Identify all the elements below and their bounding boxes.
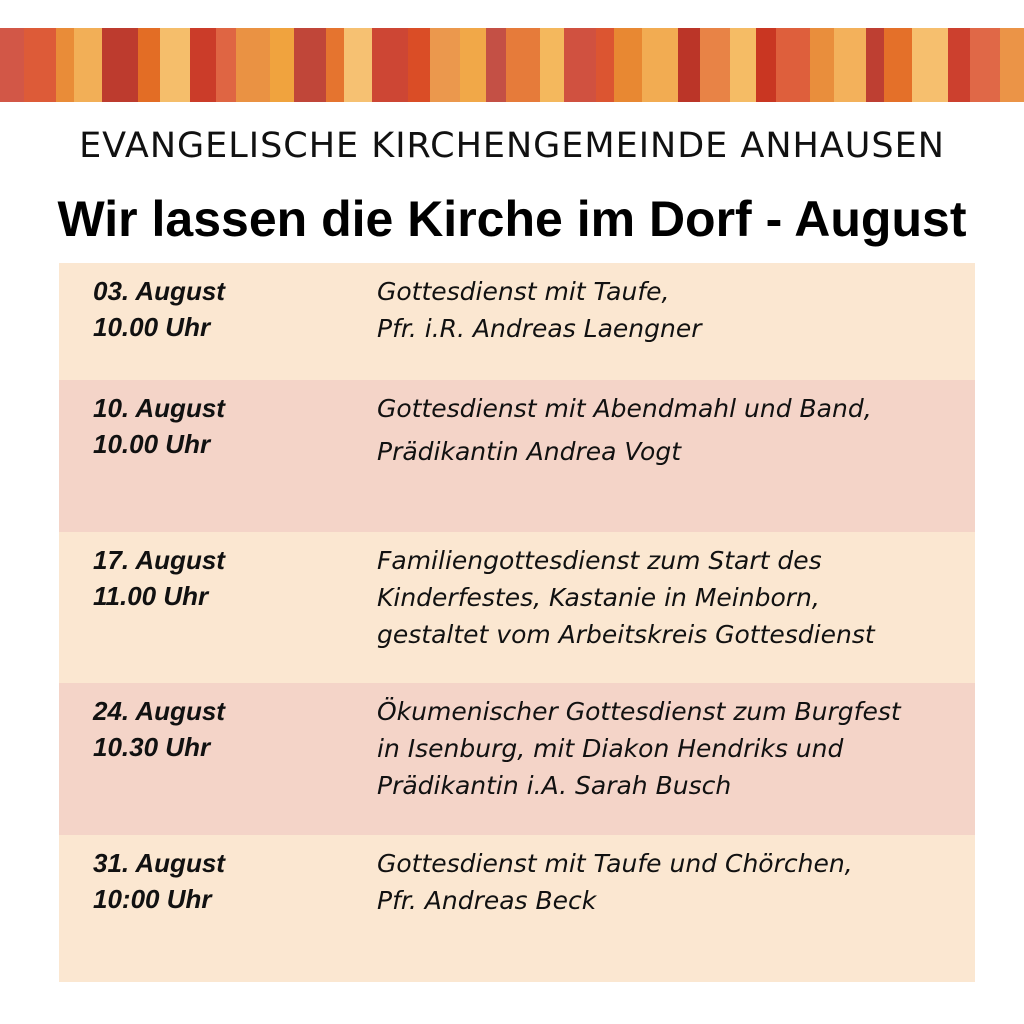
- stripe-segment: [344, 28, 372, 102]
- stripe-segment: [24, 28, 56, 102]
- event-description-line: Familiengottesdienst zum Start des: [377, 546, 822, 575]
- stripe-segment: [294, 28, 326, 102]
- event-date: 17. August: [93, 545, 225, 575]
- stripe-segment: [102, 28, 138, 102]
- page-title: Wir lassen die Kirche im Dorf - August: [57, 191, 967, 247]
- event-schedule: [59, 263, 975, 982]
- event-description-line: Ökumenischer Gottesdienst zum Burgfest: [377, 697, 901, 726]
- event-description: [377, 273, 971, 347]
- stripe-segment: [0, 28, 24, 102]
- stripe-segment: [948, 28, 970, 102]
- event-description-line: Gottesdienst mit Abendmahl und Band,: [377, 394, 872, 423]
- org-title: EVANGELISCHE KIRCHENGEMEINDE ANHAUSEN: [79, 126, 945, 166]
- stripe-segment: [506, 28, 540, 102]
- event-description: [377, 845, 971, 919]
- decorative-stripe-band: [0, 28, 1024, 102]
- event-row: [59, 683, 975, 835]
- stripe-segment: [564, 28, 596, 102]
- stripe-segment: [884, 28, 912, 102]
- stripe-segment: [74, 28, 102, 102]
- event-time: 10.00 Uhr: [93, 312, 211, 342]
- stripe-segment: [834, 28, 866, 102]
- event-description-line: Pfr. i.R. Andreas Laengner: [377, 314, 702, 343]
- stripe-segment: [190, 28, 216, 102]
- stripe-segment: [460, 28, 486, 102]
- event-row: [59, 835, 975, 982]
- stripe-segment: [56, 28, 74, 102]
- stripe-segment: [970, 28, 1000, 102]
- stripe-segment: [866, 28, 884, 102]
- stripe-segment: [776, 28, 810, 102]
- stripe-segment: [730, 28, 756, 102]
- event-date: 10. August: [93, 393, 225, 423]
- event-description-line: Prädikantin i.A. Sarah Busch: [377, 771, 732, 800]
- event-row: [59, 380, 975, 532]
- event-date-block: [93, 542, 225, 614]
- event-description-line: Kinderfestes, Kastanie in Meinborn,: [377, 583, 820, 612]
- event-time: 10:00 Uhr: [93, 884, 212, 914]
- event-time: 10.00 Uhr: [93, 429, 211, 459]
- stripe-segment: [614, 28, 642, 102]
- stripe-segment: [372, 28, 408, 102]
- event-description-line: Gottesdienst mit Taufe,: [377, 277, 670, 306]
- event-description: [377, 693, 971, 804]
- stripe-segment: [596, 28, 614, 102]
- event-description: [377, 390, 971, 470]
- stripe-segment: [756, 28, 776, 102]
- event-description-line: in Isenburg, mit Diakon Hendriks und: [377, 734, 844, 763]
- stripe-segment: [160, 28, 190, 102]
- event-date: 24. August: [93, 696, 225, 726]
- stripe-segment: [700, 28, 730, 102]
- stripe-segment: [430, 28, 460, 102]
- event-row: [59, 532, 975, 683]
- stripe-segment: [486, 28, 506, 102]
- stripe-segment: [138, 28, 160, 102]
- event-date-block: [93, 845, 225, 917]
- stripe-segment: [236, 28, 270, 102]
- stripe-segment: [216, 28, 236, 102]
- event-date-block: [93, 693, 225, 765]
- stripe-segment: [408, 28, 430, 102]
- event-date-block: [93, 273, 225, 345]
- event-date-block: [93, 390, 225, 462]
- stripe-segment: [540, 28, 564, 102]
- event-date: 31. August: [93, 848, 225, 878]
- stripe-segment: [912, 28, 948, 102]
- stripe-segment: [678, 28, 700, 102]
- event-date: 03. August: [93, 276, 225, 306]
- event-description-line: Pfr. Andreas Beck: [377, 886, 597, 915]
- stripe-segment: [270, 28, 294, 102]
- event-description-line: Prädikantin Andrea Vogt: [377, 437, 682, 466]
- stripe-segment: [642, 28, 678, 102]
- event-description-line: Gottesdienst mit Taufe und Chörchen,: [377, 849, 853, 878]
- event-row: [59, 263, 975, 380]
- stripe-segment: [326, 28, 344, 102]
- event-description-line: gestaltet vom Arbeitskreis Gottesdienst: [377, 620, 875, 649]
- stripe-segment: [810, 28, 834, 102]
- event-description: [377, 542, 971, 653]
- event-time: 10.30 Uhr: [93, 732, 211, 762]
- stripe-segment: [1000, 28, 1024, 102]
- event-time: 11.00 Uhr: [93, 581, 209, 611]
